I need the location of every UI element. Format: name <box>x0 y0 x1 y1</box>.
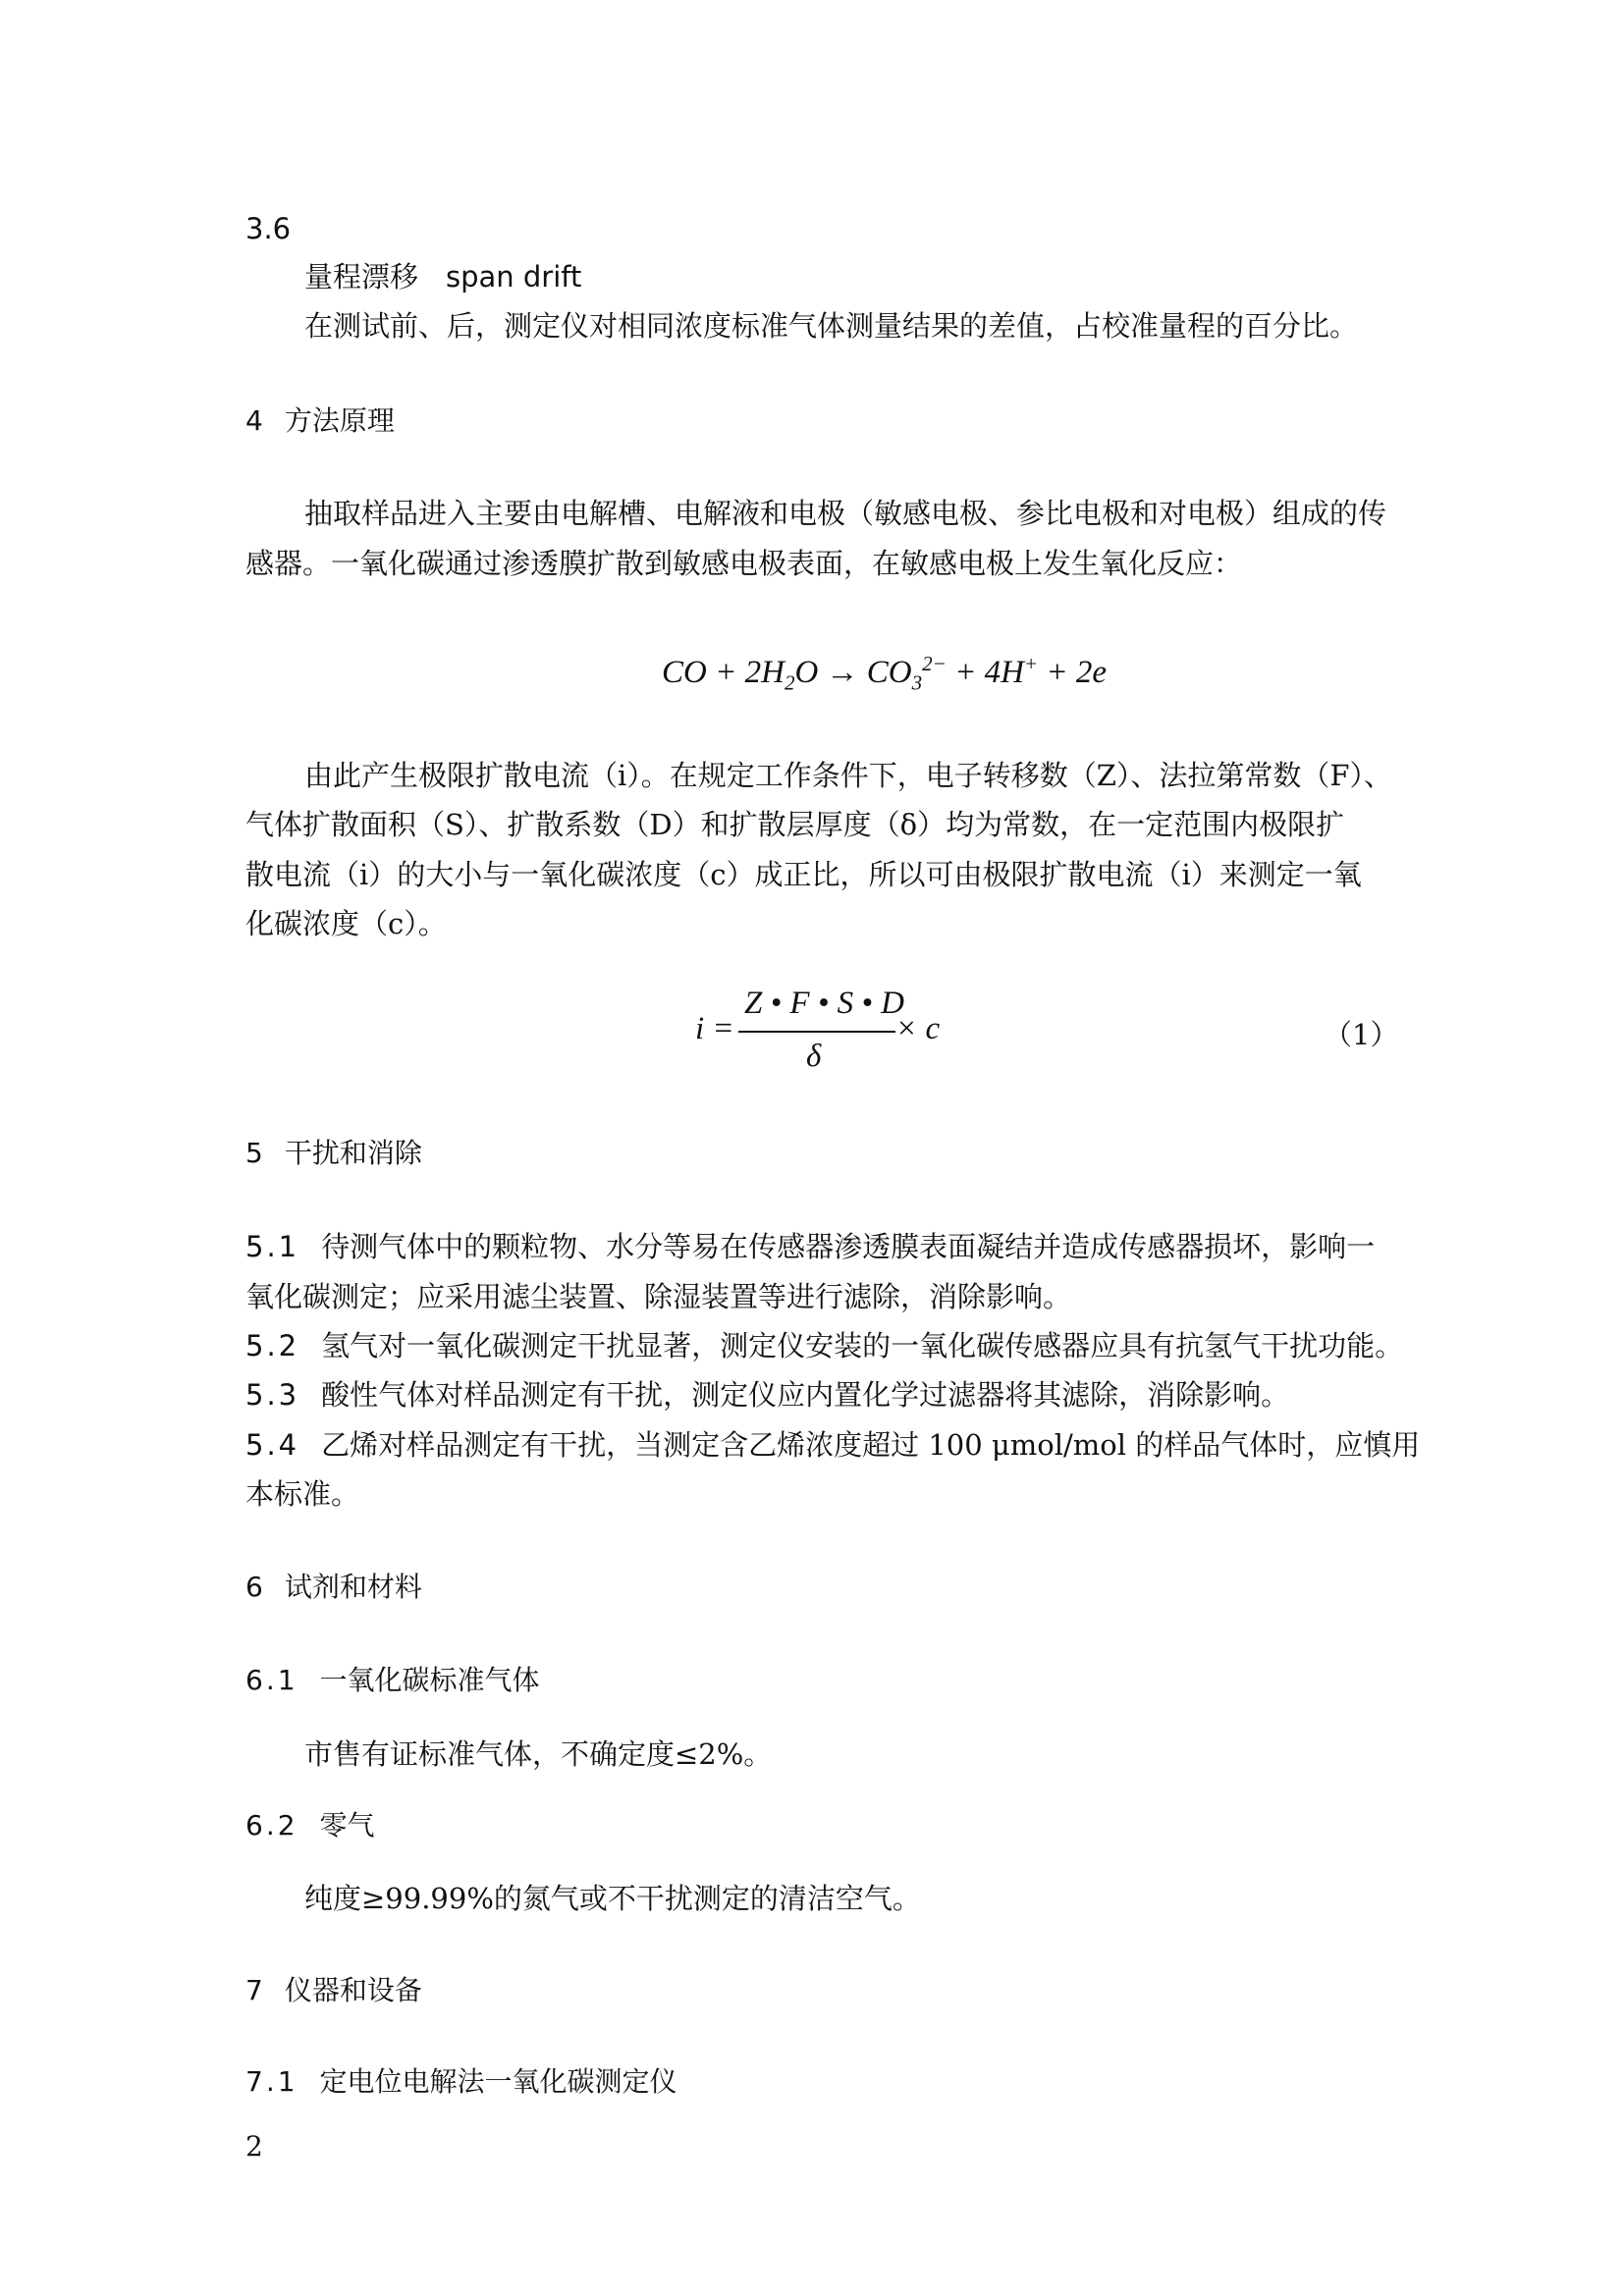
term-en: span drift <box>446 260 582 294</box>
section-6-title: 试剂和材料 <box>284 1571 422 1603</box>
formula-denominator: δ <box>806 1039 822 1074</box>
section-4-number: 4 <box>245 404 263 437</box>
section-4-title: 方法原理 <box>284 404 395 437</box>
formula-rhs: × c <box>895 1011 941 1046</box>
formula-lhs: i = <box>695 1011 734 1046</box>
section-5-number: 5 <box>245 1137 263 1169</box>
section-4-para1-line2: 感器。一氧化碳通过渗透膜扩散到敏感电极表面，在敏感电极上发生氧化反应： <box>245 547 1243 580</box>
term-zh: 量程漂移 <box>304 260 419 294</box>
section-6-2-text: 纯度≥99.99%的氮气或不干扰测定的清洁空气。 <box>304 1882 921 1915</box>
section-7-heading <box>245 1971 422 2010</box>
section-6-number: 6 <box>245 1571 263 1603</box>
section-4-para2-line1: 由此产生极限扩散电流（i）。在规定工作条件下，电子转移数（Z）、法拉第常数（F）、 <box>304 759 1393 792</box>
section-3-6-definition: 在测试前、后，测定仪对相同浓度标准气体测量结果的差值，占校准量程的百分比。 <box>304 309 1359 343</box>
item-5-2: 5.2 氢气对一氧化碳测定干扰显著，测定仪安装的一氧化碳传感器应具有抗氢气干扰功能。 <box>245 1329 1404 1362</box>
section-5-heading <box>245 1134 422 1173</box>
reaction-equation: CO + $2H_2O \to CO_3^{2-} + 4H^+ + 2e$ <box>662 652 1108 695</box>
section-3-6-term <box>304 257 581 296</box>
section-6-1-text: 市售有证标准气体，不确定度≤2%。 <box>304 1737 773 1771</box>
formula-number: （1） <box>1324 1018 1399 1051</box>
section-4-para1-line1: 抽取样品进入主要由电解槽、电解液和电极（敏感电极、参比电极和对电极）组成的传 <box>304 497 1387 530</box>
item-5-4-line1: 5.4 乙烯对样品测定有干扰，当测定含乙烯浓度超过 100 μmol/mol 的样品气体时，应慎用 <box>245 1428 1421 1462</box>
fraction-bar <box>738 1031 895 1033</box>
section-6-1-heading: 6.1 一氧化碳标准气体 <box>245 1664 540 1696</box>
section-7-number: 7 <box>245 1974 263 2006</box>
section-4-para2-line3: 散电流（i）的大小与一氧化碳浓度（c）成正比，所以可由极限扩散电流（i）来测定一氧 <box>245 858 1362 891</box>
section-4-para2-line4: 化碳浓度（c）。 <box>245 907 447 940</box>
item-5-3: 5.3 酸性气体对样品测定有干扰，测定仪应内置化学过滤器将其滤除，消除影响。 <box>245 1378 1290 1412</box>
section-3-6-number: 3.6 <box>245 212 292 245</box>
page-number: 2 <box>245 2130 263 2163</box>
formula-numerator: Z • F • S • D <box>744 986 905 1021</box>
item-5-1-line1: 5.1 待测气体中的颗粒物、水分等易在传感器渗透膜表面凝结并造成传感器损坏，影响一 <box>245 1230 1376 1263</box>
section-4-para2-line2: 气体扩散面积（S）、扩散系数（D）和扩散层厚度（δ）均为常数，在一定范围内极限扩 <box>245 808 1345 841</box>
section-6-heading <box>245 1568 422 1607</box>
section-5-title: 干扰和消除 <box>284 1137 422 1169</box>
item-5-4-line2: 本标准。 <box>245 1477 360 1511</box>
section-7-title: 仪器和设备 <box>284 1974 422 2006</box>
item-5-1-line2: 氧化碳测定；应采用滤尘装置、除湿装置等进行滤除，消除影响。 <box>245 1280 1072 1313</box>
section-4-heading <box>245 401 395 441</box>
section-6-2-heading: 6.2 零气 <box>245 1809 375 1842</box>
section-7-1-heading: 7.1 定电位电解法一氧化碳测定仪 <box>245 2065 677 2098</box>
